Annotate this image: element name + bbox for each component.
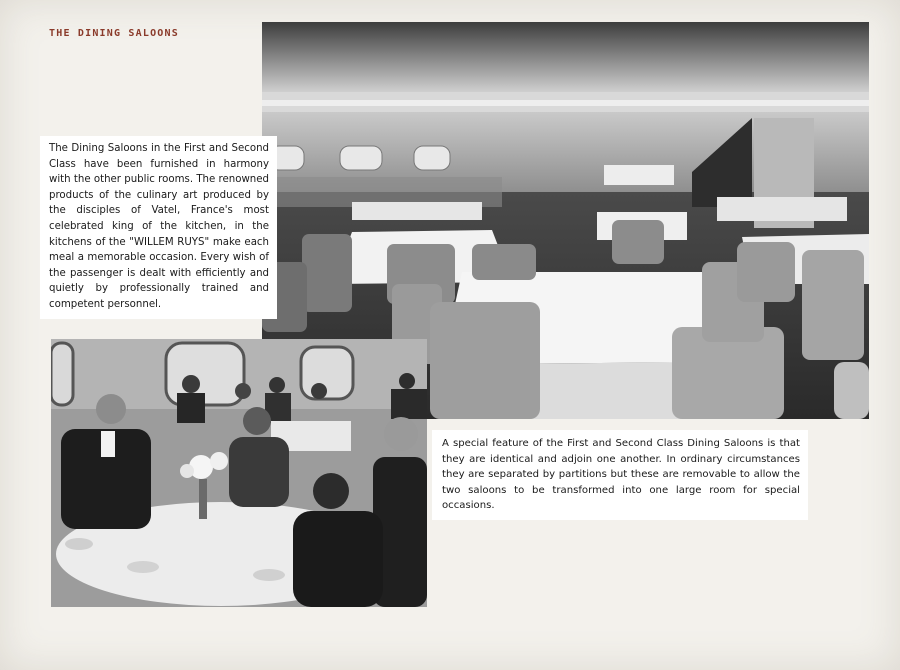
section-title: THE DINING SALOONS xyxy=(49,28,179,39)
diners-photo xyxy=(51,339,427,607)
dining-saloons-special-feature: A special feature of the First and Second Class Dining Saloons is that they are identical and adjoin one another. In ordinary circumstances they are separated by partitions but these are removable to allow the two saloons to be transformed into one large room for special occasions. xyxy=(432,430,808,520)
dining-saloons-description: The Dining Saloons in the First and Second Class have been furnished in harmony with the other public rooms. The renowned products of the culinary art produced by the disciples of Vatel, France's most celebrated king of the kitchen, in the kitchens of the "WILLEM RUYS" make each meal a memorable occasion. Every wish of the passenger is dealt with efficiently and quietly by professionally trained and competent personnel. xyxy=(40,136,277,319)
